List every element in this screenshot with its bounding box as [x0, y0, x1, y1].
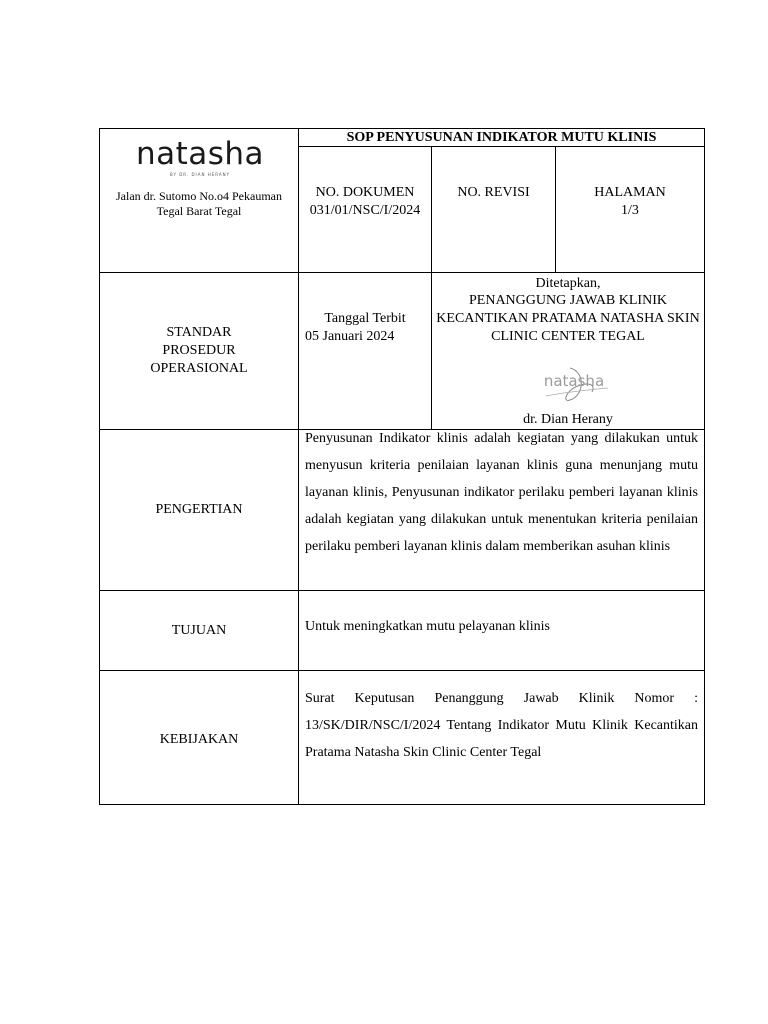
doc-number-value: 031/01/NSC/I/2024	[309, 203, 421, 218]
row-divider-4	[99, 670, 705, 671]
stamp-text: natasha	[543, 372, 605, 390]
table-border-bottom	[99, 804, 705, 805]
section-label-sop: STANDAR PROSEDUR OPERASIONAL	[150, 325, 248, 376]
tujuan-label: TUJUAN	[171, 623, 227, 638]
clinic-address: Jalan dr. Sutomo No.o4 Pekauman Tegal Barat Tegal	[116, 189, 282, 218]
issue-date-label: Tanggal Terbit	[324, 311, 406, 326]
issue-date-value: 05 Januari 2024	[305, 329, 395, 344]
doc-number-label: NO. DOKUMEN	[315, 185, 415, 200]
sop-title: SOP PENYUSUNAN INDIKATOR MUTU KLINIS	[346, 130, 657, 145]
table-border-top	[99, 128, 705, 129]
signer-name: dr. Dian Herany	[523, 412, 613, 427]
table-border-left	[99, 128, 100, 805]
tujuan-text: Untuk meningkatkan mutu pelayanan klinis	[305, 619, 550, 634]
revision-label: NO. REVISI	[457, 185, 530, 200]
clinic-logo: natasha	[135, 136, 265, 172]
row-divider-1	[99, 272, 705, 273]
page-value: 1/3	[621, 203, 639, 218]
established-label: Ditetapkan,	[535, 276, 601, 291]
row-divider-3	[99, 590, 705, 591]
pengertian-label: PENGERTIAN	[155, 502, 243, 517]
clinic-logo-tagline: BY DR. DIAN HERANY	[169, 172, 231, 177]
table-border-right	[704, 128, 705, 805]
title-divider	[298, 146, 705, 147]
kebijakan-text: Surat Keputusan Penanggung Jawab Klinik Nomor : 13/SK/DIR/NSC/I/2024 Tentang Indikator Mutu Klinik Kecantikan Pratama Natasha Skin Clinic Center Tegal	[305, 691, 698, 760]
pengertian-text: Penyusunan Indikator klinis adalah kegiatan yang dilakukan untuk menyusun kriteria penilaian layanan klinis guna menunjang mutu layanan klinis, Penyusunan indikator perilaku pemberi layanan klinis adalah kegiatan yang dilakukan untuk menentukan kriteria penilaian perilaku pemberi layanan klinis dalam memberikan asuhan klinis	[305, 431, 698, 554]
signature-stamp	[526, 366, 622, 406]
column-divider-main	[298, 128, 299, 805]
page-label: HALAMAN	[594, 185, 666, 200]
kebijakan-label: KEBIJAKAN	[159, 732, 239, 747]
responsible-party: PENANGGUNG JAWAB KLINIK KECANTIKAN PRATAMA NATASHA SKIN CLINIC CENTER TEGAL	[436, 293, 700, 344]
